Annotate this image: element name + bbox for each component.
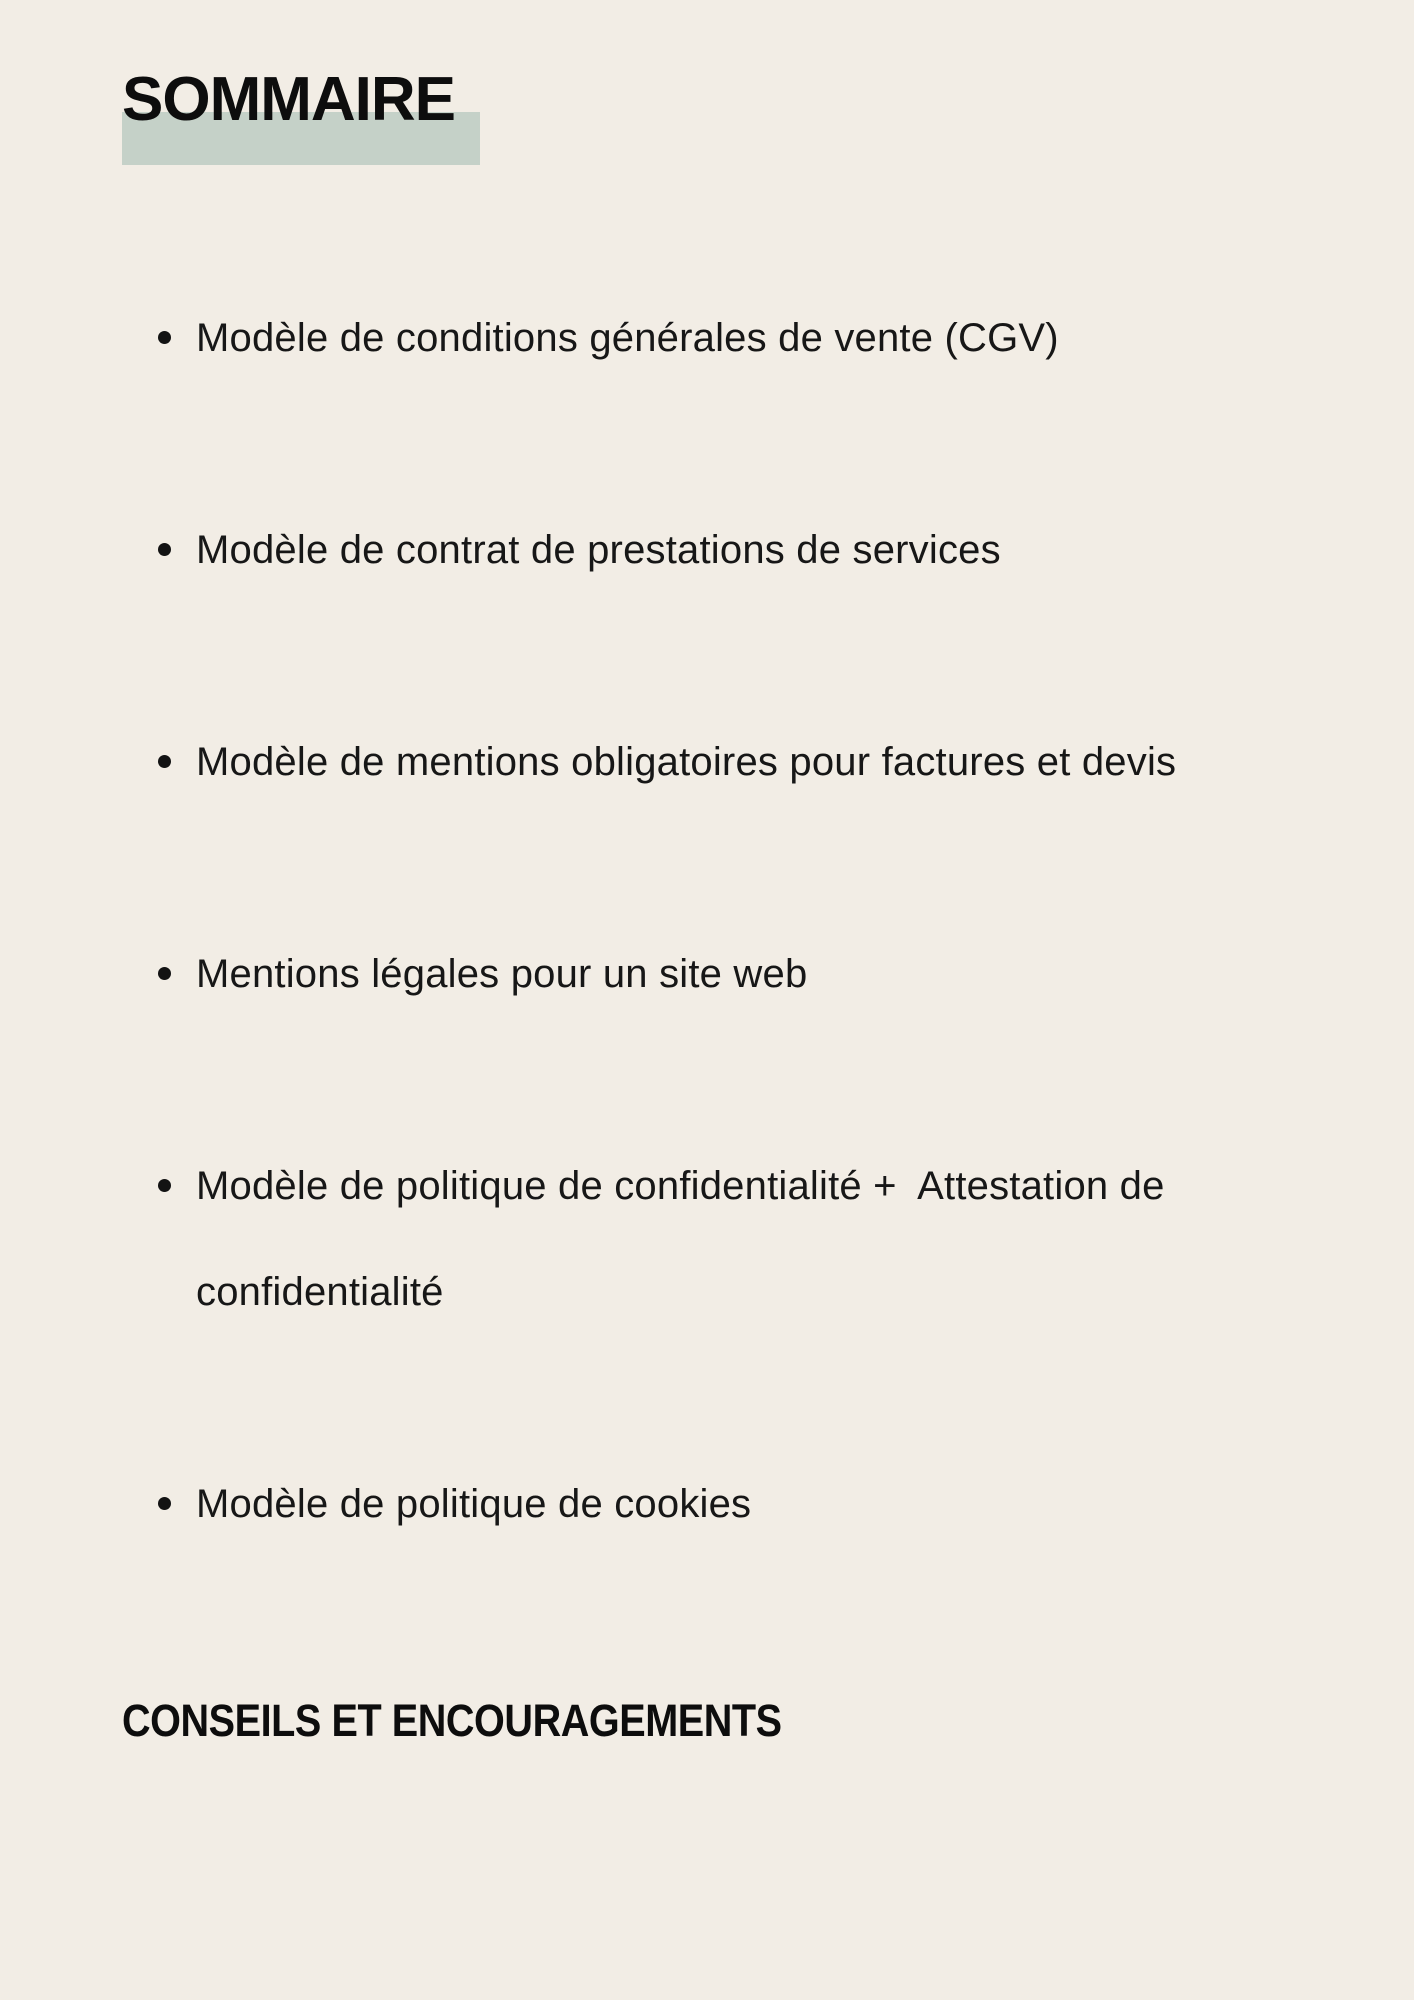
toc-item [158, 921, 1248, 1027]
toc-item [158, 285, 1248, 391]
toc-item-label: Modèle de politique de cookies [196, 1482, 752, 1526]
bullet-icon [158, 543, 171, 556]
bullet-icon [158, 1179, 171, 1192]
toc-item-label: Modèle de contrat de prestations de services [196, 528, 1001, 572]
toc-list [158, 285, 1248, 1557]
toc-item-label: Modèle de mentions obligatoires pour factures et devis [196, 740, 1177, 784]
bullet-icon [158, 967, 171, 980]
bullet-icon [158, 331, 171, 344]
toc-item [158, 1451, 1248, 1557]
toc-item-label: Mentions légales pour un site web [196, 952, 808, 996]
toc-item [158, 497, 1248, 603]
toc-item-label: Modèle de politique de confidentialité + Attestation de confidentialité [196, 1164, 1176, 1314]
title-block [122, 66, 455, 134]
page-title: SOMMAIRE [122, 65, 455, 134]
toc-item [158, 1133, 1248, 1345]
bullet-icon [158, 1497, 171, 1510]
toc-item-label: Modèle de conditions générales de vente (CGV) [196, 316, 1059, 360]
bullet-icon [158, 755, 171, 768]
footer-heading: CONSEILS ET ENCOURAGEMENTS [122, 1695, 782, 1746]
toc-item [158, 709, 1248, 815]
